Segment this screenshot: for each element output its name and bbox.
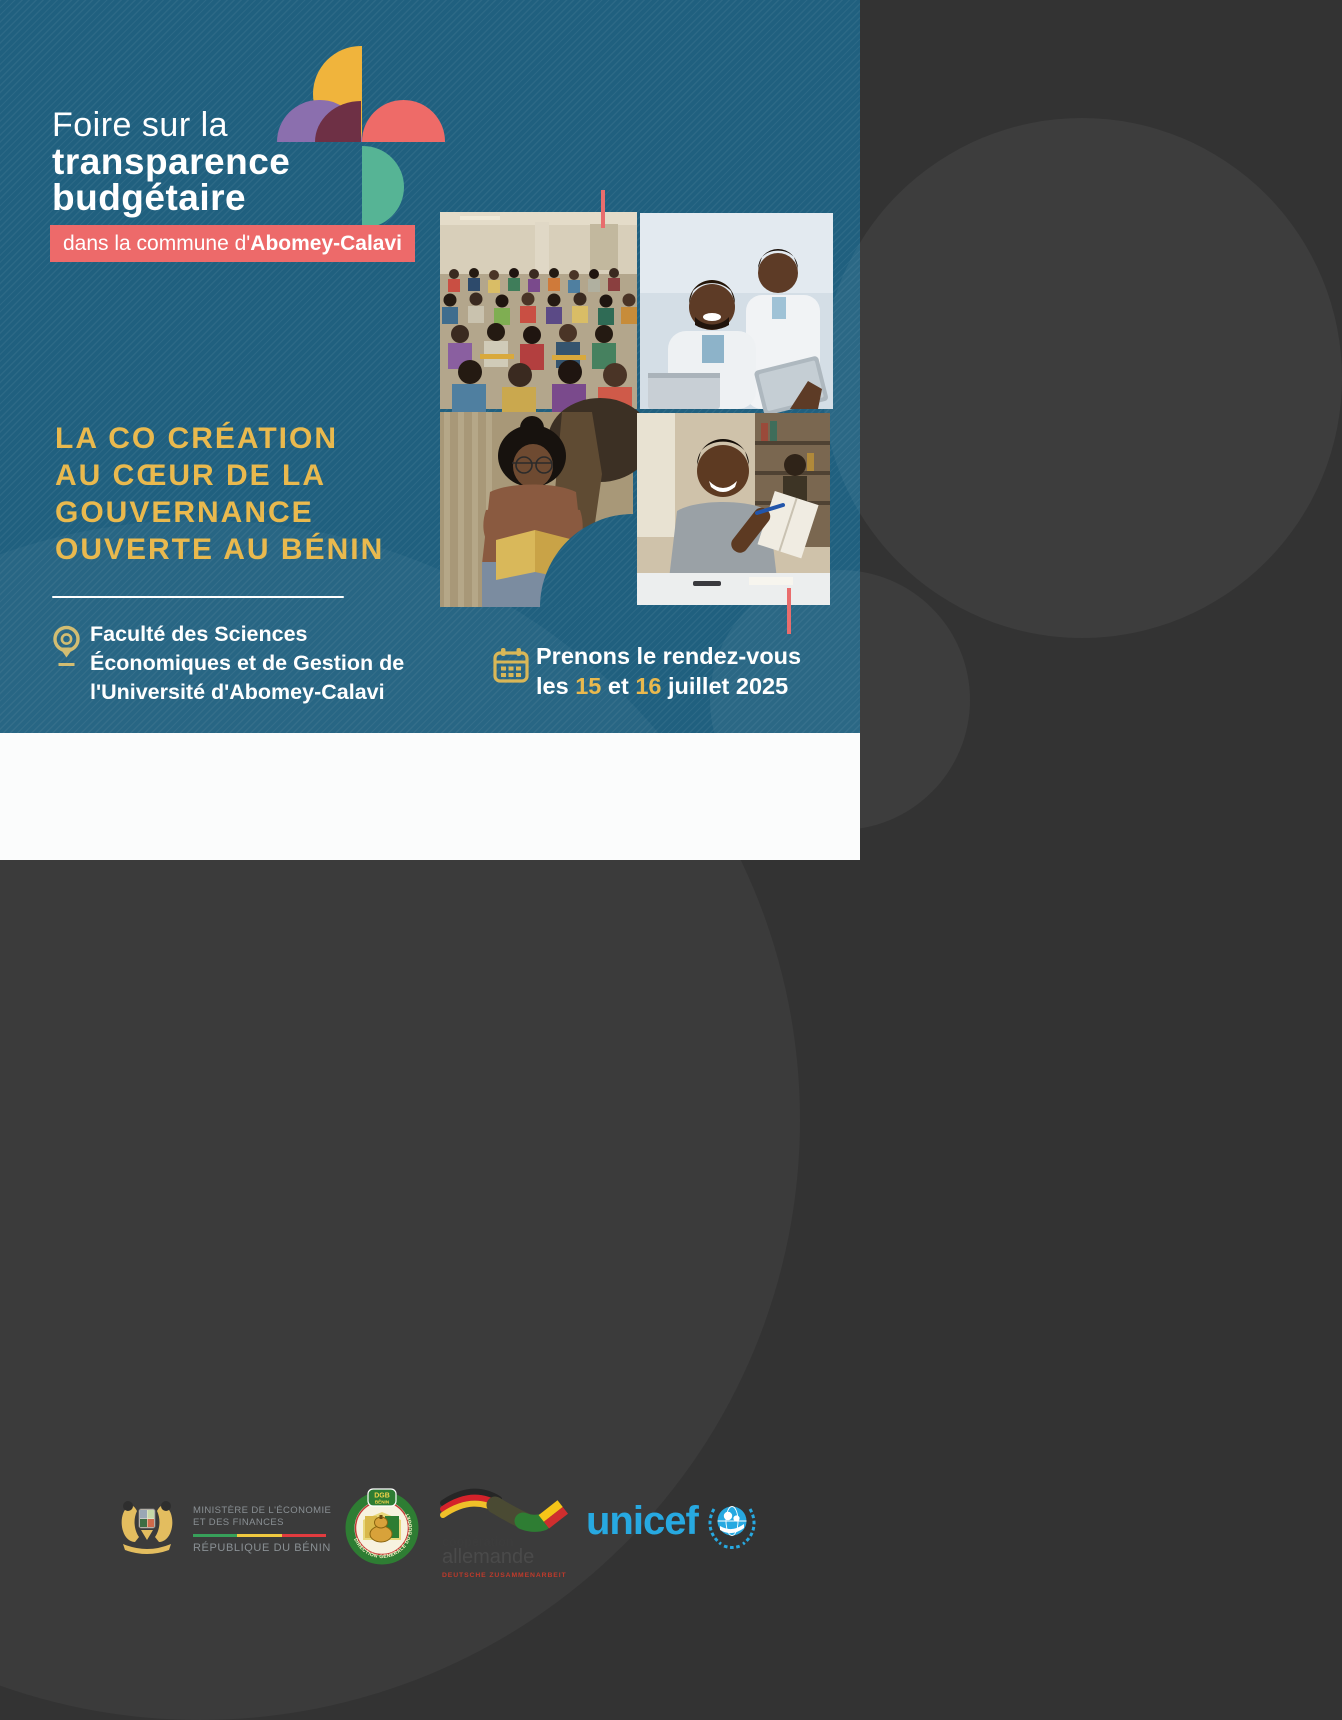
dgb-ring-text: DIRECTION GENERALE DU BUDGET — [352, 1511, 415, 1561]
location-line-2: Économiques et de Gestion de — [90, 651, 405, 675]
ministry-line-3: RÉPUBLIQUE DU BÉNIN — [193, 1541, 331, 1554]
partner-logos-footer — [0, 733, 860, 1579]
schedule-suffix: juillet 2025 — [667, 673, 789, 699]
unicef-emblem-icon — [704, 1497, 760, 1553]
gcoop-line-3: DEUTSCHE ZUSAMMENARBEIT — [442, 1572, 567, 1579]
calendar-icon — [493, 647, 529, 690]
schedule-line-2 — [536, 671, 801, 701]
title-line-2: transparence — [52, 141, 291, 182]
gcoop-line-1: coopération — [442, 1535, 514, 1549]
dgb-country: BÉNIN — [374, 1499, 390, 1505]
red-accent-line-top — [601, 190, 605, 228]
headline-line-4: OUVERTE AU BÉNIN — [55, 533, 385, 566]
schedule-prefix: les — [536, 673, 569, 699]
location-line-1: Faculté des Sciences — [90, 622, 308, 646]
tricolor-green — [193, 1534, 237, 1537]
dgb-acronym: DGB — [374, 1492, 390, 1500]
ministry-logo-block — [115, 1496, 331, 1558]
headline-line-2: AU CŒUR DE LA — [55, 459, 326, 492]
divider-line — [52, 596, 344, 598]
lecture-hall-illustration — [440, 212, 637, 409]
ministry-line-1: MINISTÈRE DE L'ÉCONOMIE — [193, 1505, 332, 1516]
unicef-wordmark: unicef — [586, 1499, 698, 1543]
photo-man-with-book — [637, 413, 830, 605]
schedule-day-2: 16 — [635, 673, 662, 699]
benin-tricolor-rule — [193, 1534, 326, 1537]
location-line-3: l'Université d'Abomey-Calavi — [90, 680, 385, 704]
benin-coat-of-arms-icon — [115, 1496, 179, 1558]
gcoop-line-2: allemande — [442, 1546, 535, 1568]
background-swirl-right — [822, 118, 1342, 638]
title-line-1: Foire sur la — [52, 106, 229, 144]
commune-badge — [50, 225, 415, 262]
german-benin-ribbon-icon — [437, 1486, 573, 1532]
schedule-day-1: 15 — [575, 673, 602, 699]
location-pin-icon — [51, 624, 82, 675]
location-text — [90, 620, 404, 707]
german-cooperation-logo — [437, 1486, 587, 1579]
photo-professionals-tablet — [640, 213, 833, 409]
petal-green-icon — [362, 146, 404, 228]
badge-commune-name: Abomey-Calavi — [250, 232, 402, 255]
ministry-text — [193, 1496, 331, 1554]
professionals-illustration — [640, 213, 833, 409]
title-line-3: budgétaire — [52, 177, 247, 218]
man-with-book-illustration — [637, 413, 830, 605]
poster-title — [52, 106, 290, 216]
schedule-conjunction: et — [607, 673, 629, 699]
unicef-logo — [586, 1495, 760, 1553]
dgb-logo — [343, 1488, 421, 1571]
headline — [55, 420, 384, 568]
tricolor-yellow — [237, 1534, 281, 1537]
photo-lecture-hall — [440, 212, 637, 409]
schedule-line-1: Prenons le rendez-vous — [536, 643, 802, 669]
schedule-text — [536, 641, 801, 701]
tricolor-red — [282, 1534, 326, 1537]
headline-line-3: GOUVERNANCE — [55, 496, 314, 529]
headline-line-1: LA CO CRÉATION — [55, 422, 338, 455]
badge-text: dans la commune d' — [63, 232, 251, 255]
red-accent-line-bottom — [787, 588, 791, 634]
ministry-line-2: ET DES FINANCES — [193, 1516, 284, 1528]
petal-red-icon — [362, 100, 445, 142]
